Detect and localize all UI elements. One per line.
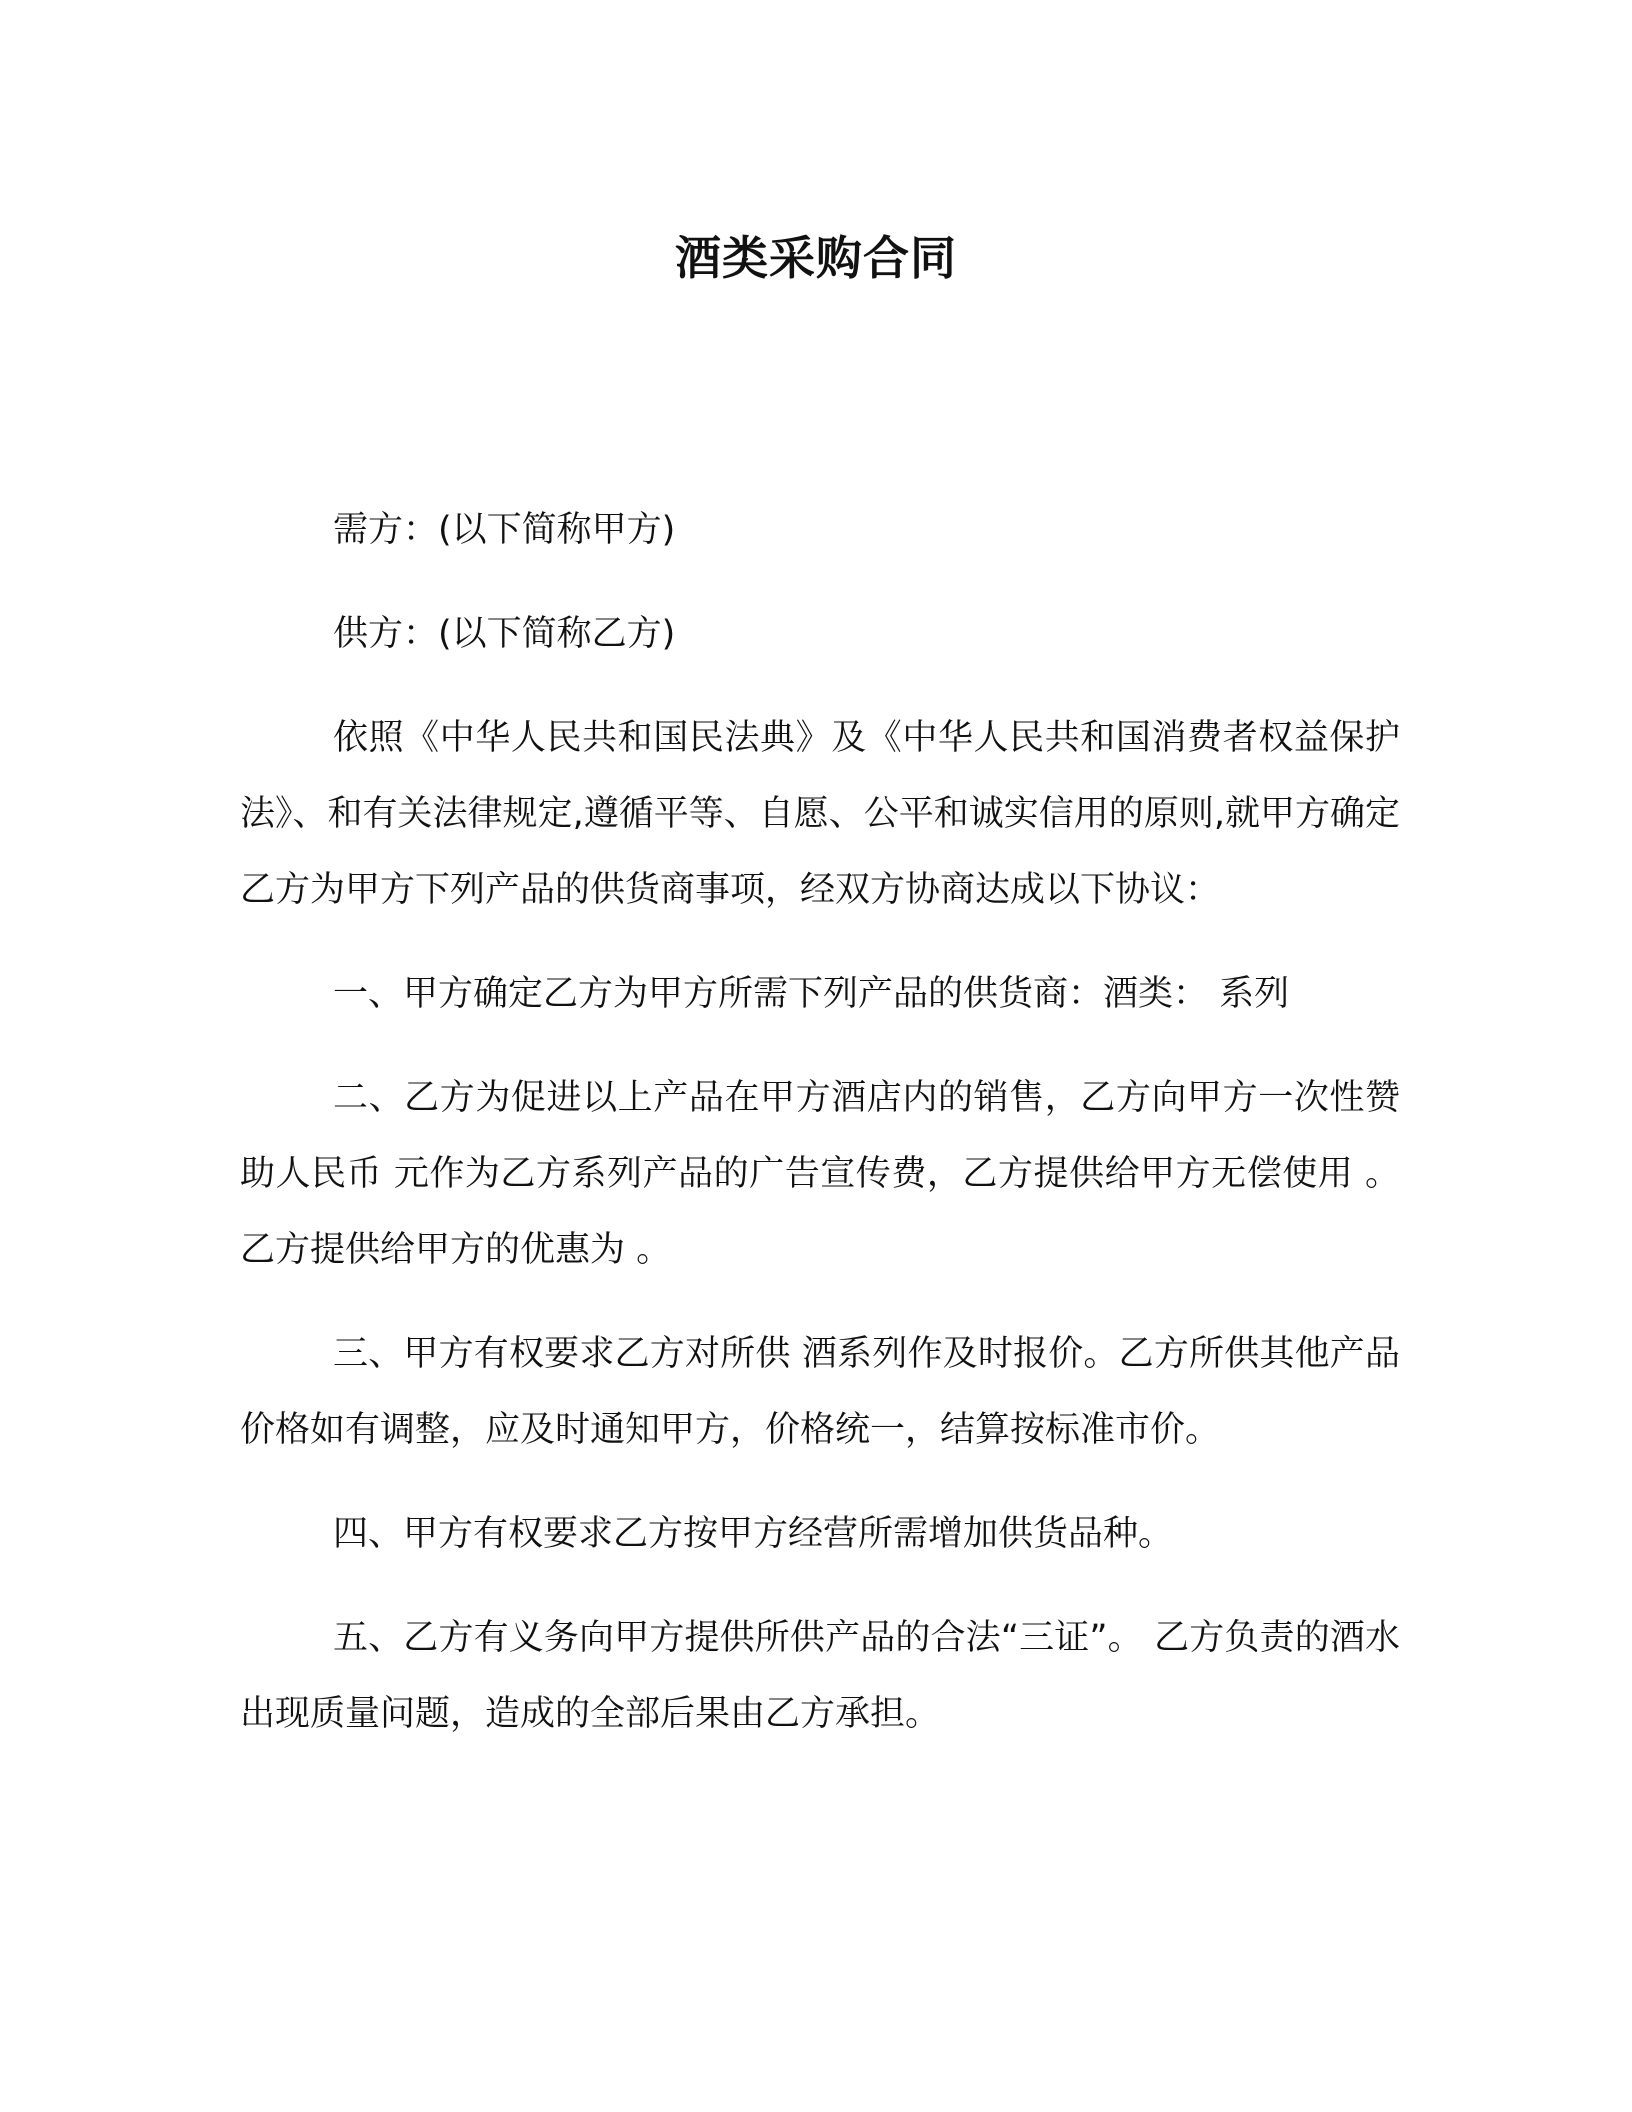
clause-3: 三、甲方有权要求乙方对所供 酒系列作及时报价。乙方所供其他产品价格如有调整，应及时通知甲方，价格统一，结算按标准市价。 [240,1334,1400,1450]
clause-2: 二、乙方为促进以上产品在甲方酒店内的销售，乙方向甲方一次性赞助人民币 元作为乙方系列产品的广告宣传费，乙方提供给甲方无偿使用 。乙方提供给甲方的优惠为 。 [240,1078,1400,1270]
preamble-paragraph: 依照《中华人民共和国民法典》及《中华人民共和国消费者权益保护法》、和有关法律规定,遵循平等、自愿、公平和诚实信用的原则,就甲方确定乙方为甲方下列产品的供货商事项，经双方协商达成以下协议： [240,718,1400,910]
contract-body [240,492,1400,1752]
clause-4: 四、甲方有权要求乙方按甲方经营所需增加供货品种。 [333,1514,1174,1554]
clause-5: 五、乙方有义务向甲方提供所供产品的合法“三证”。 乙方负责的酒水出现质量问题，造成的全部后果由乙方承担。 [240,1618,1400,1734]
contract-title: 酒类采购合同 [675,231,957,285]
party-b-line: 供方：(以下简称乙方) [333,614,676,654]
clause-1: 一、甲方确定乙方为甲方所需下列产品的供货商：酒类： 系列 [333,974,1290,1014]
party-a-line: 需方：(以下简称甲方) [333,510,676,550]
